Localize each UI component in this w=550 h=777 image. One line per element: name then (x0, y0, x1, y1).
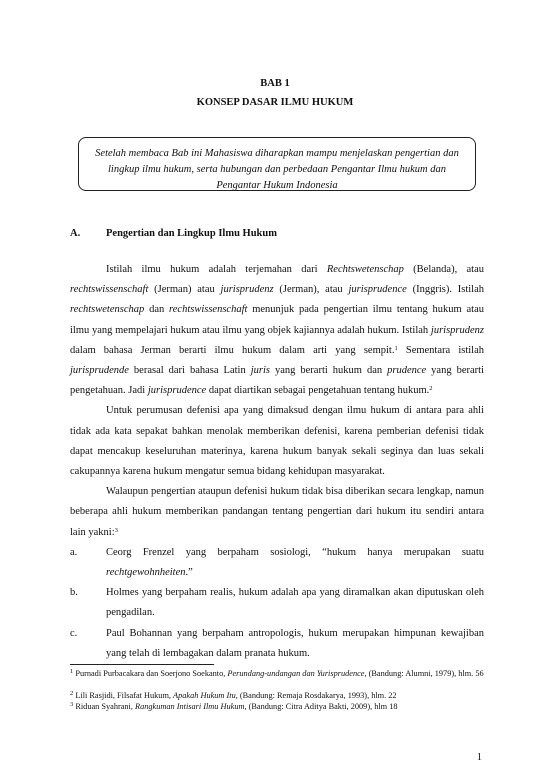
italic-term: jurisprudenz (220, 284, 274, 296)
list-item (70, 543, 484, 583)
footnote-text: Lili Rasjidi, Filsafat Hukum, (75, 691, 174, 700)
footnote-number: 3 (70, 701, 74, 708)
text-run: Istilah ilmu hukum adalah terjemahan dari (106, 264, 327, 275)
footnote-number: 1 (70, 668, 74, 675)
footnote-title: Perundang-undangan dan Yurisprudence (227, 669, 365, 678)
footnote-text: Riduan Syahrani, (75, 702, 136, 711)
footnote-text: , (Bandung: Remaja Rosdakarya, 1993), hlm. 22 (235, 691, 397, 700)
paragraph-1 (70, 260, 484, 401)
text-run: .” (185, 567, 193, 579)
text-run: dalam bahasa Jerman berarti ilmu hukum dalam arti yang sempit. (70, 344, 395, 356)
footnote-2 (70, 691, 486, 702)
text-run: dapat diartikan sebagai pengetahuan tentang hukum. (206, 385, 430, 397)
section-number: A. (70, 228, 81, 239)
italic-term: rechtswissenschaft (169, 304, 248, 316)
section-heading (70, 228, 277, 239)
footnote-text: Purnadi Purbacakara dan Soerjono Soekanto, (75, 669, 228, 678)
text-run: yang berarti pengetahuan. Jadi (70, 365, 484, 397)
list-item-text: Ceorg Frenzel yang berpaham sosiologi, “hukum hanya merupakan suatu (106, 546, 484, 558)
list-item-text: Paul Bohannan yang berpaham antropologis, hukum merupakan himpunan kewajiban yang telah di lembagakan dalam pranata hukum. (106, 627, 484, 659)
footnote-1 (70, 669, 486, 680)
text-run: Sementara istilah (397, 344, 484, 356)
list-marker: c. (70, 627, 78, 639)
footnote-ref-2[interactable]: 2 (429, 385, 433, 393)
section-title: Pengertian dan Lingkup Ilmu Hukum (106, 228, 277, 239)
text-run: (Jerman) atau (148, 284, 221, 296)
body-text (70, 260, 484, 664)
italic-term: prudence (387, 365, 427, 377)
definition-list (70, 543, 484, 664)
learning-objective-box: Setelah membaca Bab ini Mahasiswa diharapkan mampu menjelaskan pengertian dan lingkup ilmu hukum, serta hubungan dan perbedaan Pengantar Ilmu hukum dan Pengantar Hukum Indonesia (78, 137, 476, 191)
italic-term: rechtswetenschap (70, 304, 145, 316)
footnote-separator (70, 664, 214, 665)
text-run: berasal dari bahasa Latin (128, 365, 251, 377)
text-run: yang berarti hukum dan (269, 365, 388, 377)
footnote-title: Apakah Hukum Itu (173, 691, 236, 700)
footnote-title: Rangkuman Intisari Ilmu Hukum (135, 702, 245, 711)
italic-term: jurisprudende (70, 365, 129, 377)
italic-term: jurisprudence (348, 284, 407, 296)
list-item (70, 583, 484, 623)
paragraph-3 (70, 482, 484, 543)
italic-term: rechtgewohnheiten (106, 567, 186, 579)
footnote-number: 2 (70, 690, 74, 697)
footnote-text: , (Bandung: Citra Aditya Bakti, 2009), hlm 18 (244, 702, 398, 711)
chapter-title: KONSEP DASAR ILMU HUKUM (196, 97, 354, 108)
text-run: (Belanda), atau (403, 264, 485, 275)
italic-term: jurisprudenz (430, 324, 484, 336)
text-run: menunjuk pada pengertian ilmu tentang hukum atau ilmu yang mempelajari hukum atau ilmu yang objek kajiannya adalah hukum. Istilah (70, 304, 484, 336)
list-marker: a. (70, 546, 78, 558)
list-item-text: Holmes yang berpaham realis, hukum adalah apa yang diramalkan akan diputuskan oleh pengadilan. (106, 587, 484, 619)
list-marker: b. (70, 587, 78, 599)
footnote-text: , (Bandung: Alumni, 1979), hlm. 56 (364, 669, 484, 678)
text-run: Walaupun pengertian ataupun defenisi hukum tidak bisa diberikan secara lengkap, namun beberapa ahli hukum memberikan pandangan tentang pengertian dari hukum itu sendiri antara lain yakni: (70, 486, 484, 538)
chapter-label: BAB 1 (260, 78, 290, 89)
list-item (70, 624, 484, 664)
text-run: (Inggris). Istilah (406, 284, 484, 296)
footnote-ref-1[interactable]: 1 (394, 344, 398, 352)
italic-term: rechtswissenschaft (70, 284, 149, 296)
italic-term: Rechtswetenschap (326, 264, 404, 275)
text-run: (Jerman), atau (273, 284, 349, 296)
page-number: 1 (476, 752, 482, 763)
italic-term: juris (250, 365, 270, 377)
text-run: dan (144, 304, 170, 316)
italic-term: jurisprudence (147, 385, 207, 397)
footnote-ref-3[interactable]: 3 (114, 526, 118, 534)
paragraph-2: Untuk perumusan defenisi apa yang dimaksud dengan ilmu hukum di antara para ahli tidak ada kata sepakat bahkan menolak memberikan defenisi, karena pemberian defenisi tidak dapat mencakup keseluruhan materinya, karena hukum banyak sekali seginya dan luas sekali cakupannya karena hukum mengatur semua bidang kehidupan masyarakat. (70, 405, 484, 478)
footnote-3 (70, 702, 486, 713)
